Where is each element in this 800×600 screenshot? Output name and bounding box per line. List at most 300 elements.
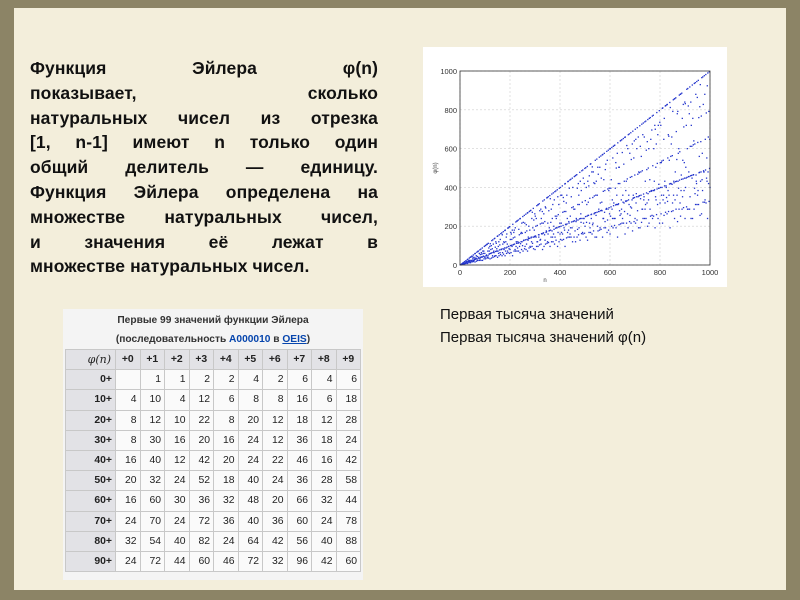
data-point (705, 169, 706, 170)
data-point (522, 216, 523, 217)
data-point (652, 218, 653, 219)
data-point (566, 195, 567, 196)
table-cell: 16 (214, 430, 239, 450)
data-point (689, 209, 690, 210)
data-point (626, 145, 627, 146)
plot-caption (440, 303, 646, 349)
data-point (624, 233, 625, 234)
data-point (543, 232, 544, 233)
data-point (565, 211, 566, 212)
data-point (626, 200, 627, 201)
data-point (571, 196, 572, 197)
text-line: общий делитель — единицу. (30, 157, 378, 178)
table-cell: 28 (336, 410, 361, 430)
data-point (547, 222, 548, 223)
data-point (577, 219, 578, 220)
data-point (622, 195, 623, 196)
data-point (597, 230, 598, 231)
data-point (633, 157, 634, 158)
data-point (505, 241, 506, 242)
data-point (561, 240, 562, 241)
data-point (663, 215, 664, 216)
data-point (577, 204, 578, 205)
data-point (587, 240, 588, 241)
data-point (542, 211, 543, 212)
data-point (562, 225, 563, 226)
data-point (480, 248, 481, 249)
row-header: 30+ (66, 430, 116, 450)
data-point (534, 229, 535, 230)
table-cell: 12 (165, 450, 190, 470)
data-point (659, 110, 660, 111)
data-point (555, 216, 556, 217)
data-point (628, 199, 629, 200)
data-point (582, 202, 583, 203)
data-point (594, 195, 595, 196)
data-point (680, 190, 681, 191)
data-point (624, 211, 625, 212)
data-point (483, 258, 484, 259)
data-point (569, 236, 570, 237)
data-point (527, 212, 528, 213)
data-point (545, 206, 546, 207)
data-point (585, 236, 586, 237)
data-point (608, 229, 609, 230)
data-point (561, 195, 562, 196)
data-point (564, 229, 565, 230)
data-point (551, 193, 552, 194)
data-point (706, 157, 707, 158)
y-tick-label: 400 (444, 183, 457, 193)
data-point (693, 174, 694, 175)
data-point (525, 214, 526, 215)
data-point (531, 241, 532, 242)
data-point (577, 229, 578, 230)
data-point (493, 243, 494, 244)
data-point (683, 207, 684, 208)
data-point (601, 177, 602, 178)
data-point (687, 209, 688, 210)
table-cell: 36 (189, 491, 214, 511)
data-point (646, 192, 647, 193)
table-cell: 40 (238, 471, 263, 491)
table-cell: 24 (116, 551, 141, 571)
table-cell: 2 (214, 370, 239, 390)
data-point (689, 86, 690, 87)
data-point (622, 218, 623, 219)
data-point (706, 181, 707, 182)
data-point (572, 177, 573, 178)
data-point (518, 242, 519, 243)
table-cell (116, 370, 141, 390)
row-header: 50+ (66, 471, 116, 491)
data-point (524, 248, 525, 249)
data-point (531, 236, 532, 237)
column-header: +3 (189, 350, 214, 370)
data-point (557, 196, 558, 197)
data-point (656, 112, 657, 113)
data-point (565, 183, 566, 184)
data-point (657, 204, 658, 205)
data-point (664, 181, 665, 182)
data-point (675, 171, 676, 172)
subtitle-prefix: (последовательность (115, 334, 230, 345)
data-point (568, 229, 569, 230)
data-point (566, 202, 567, 203)
data-point (509, 253, 510, 254)
data-point (671, 184, 672, 185)
data-point (669, 102, 670, 103)
data-point (591, 233, 592, 234)
data-point (671, 211, 672, 212)
data-point (678, 209, 679, 210)
data-point (671, 136, 672, 137)
data-point (508, 246, 509, 247)
data-point (513, 232, 514, 233)
data-point (483, 253, 484, 254)
data-point (514, 229, 515, 230)
data-point (568, 221, 569, 222)
data-point (546, 243, 547, 244)
frame-top (0, 0, 800, 8)
data-point (578, 195, 579, 196)
data-point (531, 218, 532, 219)
table-cell: 72 (189, 511, 214, 531)
data-point (472, 256, 473, 257)
data-point (639, 195, 640, 196)
data-point (632, 143, 633, 144)
data-point (639, 125, 640, 126)
data-point (495, 241, 496, 242)
data-point (581, 218, 582, 219)
frame-left (0, 0, 14, 600)
data-point (699, 106, 700, 107)
data-point (599, 157, 600, 158)
table-cell: 24 (263, 471, 288, 491)
data-point (650, 139, 651, 140)
data-point (638, 136, 639, 137)
data-point (582, 169, 583, 170)
data-point (578, 234, 579, 235)
data-point (537, 246, 538, 247)
data-point (704, 202, 705, 203)
data-point (602, 154, 603, 155)
data-point (700, 181, 701, 182)
oeis-link[interactable]: OEIS (282, 334, 307, 345)
data-point (672, 210, 673, 211)
data-point (615, 188, 616, 189)
data-point (560, 187, 561, 188)
data-point (553, 233, 554, 234)
data-point (529, 238, 530, 239)
data-point (529, 229, 530, 230)
data-point (534, 249, 535, 250)
data-point (519, 252, 520, 253)
data-point (641, 222, 642, 223)
data-point (576, 219, 577, 220)
data-point (647, 119, 648, 120)
data-point (612, 218, 613, 219)
data-point (578, 227, 579, 228)
data-point (604, 190, 605, 191)
y-tick-label: 200 (444, 222, 457, 232)
data-point (607, 209, 608, 210)
table-row (66, 551, 361, 571)
data-point (507, 243, 508, 244)
table-cell: 16 (312, 450, 337, 470)
data-point (677, 113, 678, 114)
data-point (515, 227, 516, 228)
data-point (506, 236, 507, 237)
data-point (705, 74, 706, 75)
data-point (504, 255, 505, 256)
data-point (653, 216, 654, 217)
data-point (666, 187, 667, 188)
data-point (696, 181, 697, 182)
data-point (589, 175, 590, 176)
data-point (611, 179, 612, 180)
data-point (487, 250, 488, 251)
data-point (640, 195, 641, 196)
data-point (692, 118, 693, 119)
data-point (707, 218, 708, 219)
text-line: Функция Эйлера φ(n) (30, 58, 378, 78)
data-point (605, 227, 606, 228)
table-cell: 40 (140, 450, 165, 470)
data-point (481, 252, 482, 253)
data-point (507, 252, 508, 253)
data-point (623, 222, 624, 223)
data-point (499, 249, 500, 250)
data-point (702, 202, 703, 203)
data-point (553, 229, 554, 230)
oeis-sequence-link[interactable]: A000010 (229, 334, 271, 345)
data-point (679, 179, 680, 180)
data-point (690, 218, 691, 219)
data-point (602, 236, 603, 237)
data-point (695, 174, 696, 175)
table-cell: 8 (214, 410, 239, 430)
text-line: и значения её лежат в (30, 231, 378, 252)
table-cell: 24 (336, 430, 361, 450)
data-point (581, 190, 582, 191)
data-point (467, 263, 468, 264)
column-header: +2 (165, 350, 190, 370)
data-point (630, 222, 631, 223)
data-point (545, 243, 546, 244)
table-cell: 42 (336, 450, 361, 470)
data-point (634, 140, 635, 141)
table-cell: 44 (165, 551, 190, 571)
data-point (707, 85, 708, 86)
table-cell: 36 (287, 471, 312, 491)
data-point (686, 206, 687, 207)
data-point (605, 164, 606, 165)
data-point (466, 261, 467, 262)
data-point (660, 213, 661, 214)
data-point (681, 93, 682, 94)
data-point (553, 226, 554, 227)
data-point (614, 225, 615, 226)
data-point (549, 227, 550, 228)
data-point (562, 212, 563, 213)
column-header: +8 (312, 350, 337, 370)
data-point (697, 190, 698, 191)
data-point (680, 216, 681, 217)
data-point (550, 222, 551, 223)
data-point (633, 195, 634, 196)
data-point (645, 218, 646, 219)
table-cell: 70 (140, 511, 165, 531)
data-point (517, 247, 518, 248)
data-point (705, 202, 706, 203)
data-point (649, 209, 650, 210)
data-point (644, 209, 645, 210)
data-point (482, 247, 483, 248)
table-cell: 60 (336, 551, 361, 571)
table-cell: 16 (116, 450, 141, 470)
data-point (687, 148, 688, 149)
data-point (609, 188, 610, 189)
data-point (552, 241, 553, 242)
data-point (514, 249, 515, 250)
table-cell: 66 (287, 491, 312, 511)
data-point (497, 257, 498, 258)
data-point (607, 219, 608, 220)
data-point (560, 226, 561, 227)
data-point (613, 205, 614, 206)
data-point (574, 230, 575, 231)
data-point (698, 117, 699, 118)
data-point (492, 257, 493, 258)
data-point (601, 210, 602, 211)
data-point (496, 243, 497, 244)
data-point (606, 151, 607, 152)
data-point (492, 239, 493, 240)
data-point (675, 97, 676, 98)
data-point (664, 185, 665, 186)
data-point (682, 160, 683, 161)
data-point (611, 147, 612, 148)
data-point (612, 157, 613, 158)
data-point (610, 188, 611, 189)
table-cell: 72 (238, 551, 263, 571)
text-line: показывает, сколько (30, 82, 378, 103)
data-point (700, 141, 701, 142)
table-cell: 32 (214, 491, 239, 511)
data-point (661, 162, 662, 163)
data-point (682, 178, 683, 179)
data-point (632, 230, 633, 231)
data-point (614, 218, 615, 219)
data-point (570, 179, 571, 180)
data-point (699, 156, 700, 157)
table-cell: 10 (165, 410, 190, 430)
x-tick-label: 200 (503, 268, 517, 277)
data-point (657, 134, 658, 135)
data-point (655, 129, 656, 130)
data-point (629, 133, 630, 134)
data-point (694, 188, 695, 189)
data-point (613, 202, 614, 203)
text-line: множестве натуральных чисел, (30, 206, 378, 227)
data-point (656, 188, 657, 189)
data-point (491, 252, 492, 253)
data-point (685, 167, 686, 168)
data-point (683, 104, 684, 105)
data-point (679, 202, 680, 203)
data-point (611, 209, 612, 210)
data-point (690, 146, 691, 147)
data-point (603, 191, 604, 192)
data-point (676, 195, 677, 196)
data-point (620, 213, 621, 214)
x-axis-label: n (543, 278, 547, 284)
data-point (582, 232, 583, 233)
data-point (668, 136, 669, 137)
data-point (590, 163, 591, 164)
data-point (697, 142, 698, 143)
data-point (649, 191, 650, 192)
data-point (648, 222, 649, 223)
data-point (673, 182, 674, 183)
data-point (592, 222, 593, 223)
data-point (686, 125, 687, 126)
data-point (556, 227, 557, 228)
data-point (520, 243, 521, 244)
data-point (566, 223, 567, 224)
data-point (601, 202, 602, 203)
data-point (702, 153, 703, 154)
data-point (611, 226, 612, 227)
data-point (701, 179, 702, 180)
data-point (592, 224, 593, 225)
data-point (634, 197, 635, 198)
data-point (504, 242, 505, 243)
table-cell: 6 (312, 390, 337, 410)
data-point (620, 223, 621, 224)
data-point (603, 179, 604, 180)
data-point (615, 162, 616, 163)
data-point (676, 181, 677, 182)
data-point (492, 255, 493, 256)
data-point (498, 255, 499, 256)
data-point (533, 219, 534, 220)
data-point (475, 253, 476, 254)
data-point (606, 232, 607, 233)
data-point (683, 190, 684, 191)
data-point (589, 222, 590, 223)
data-point (572, 241, 573, 242)
data-point (503, 249, 504, 250)
data-point (563, 239, 564, 240)
table-cell: 32 (312, 491, 337, 511)
data-point (519, 234, 520, 235)
data-point (504, 247, 505, 248)
data-point (644, 136, 645, 137)
data-point (661, 160, 662, 161)
table-title: Первые 99 значений функции Эйлера (117, 315, 309, 326)
data-point (627, 178, 628, 179)
data-point (485, 258, 486, 259)
table-cell: 20 (189, 430, 214, 450)
data-point (688, 171, 689, 172)
data-point (476, 258, 477, 259)
data-point (536, 246, 537, 247)
data-point (525, 239, 526, 240)
data-point (589, 227, 590, 228)
data-point (633, 221, 634, 222)
